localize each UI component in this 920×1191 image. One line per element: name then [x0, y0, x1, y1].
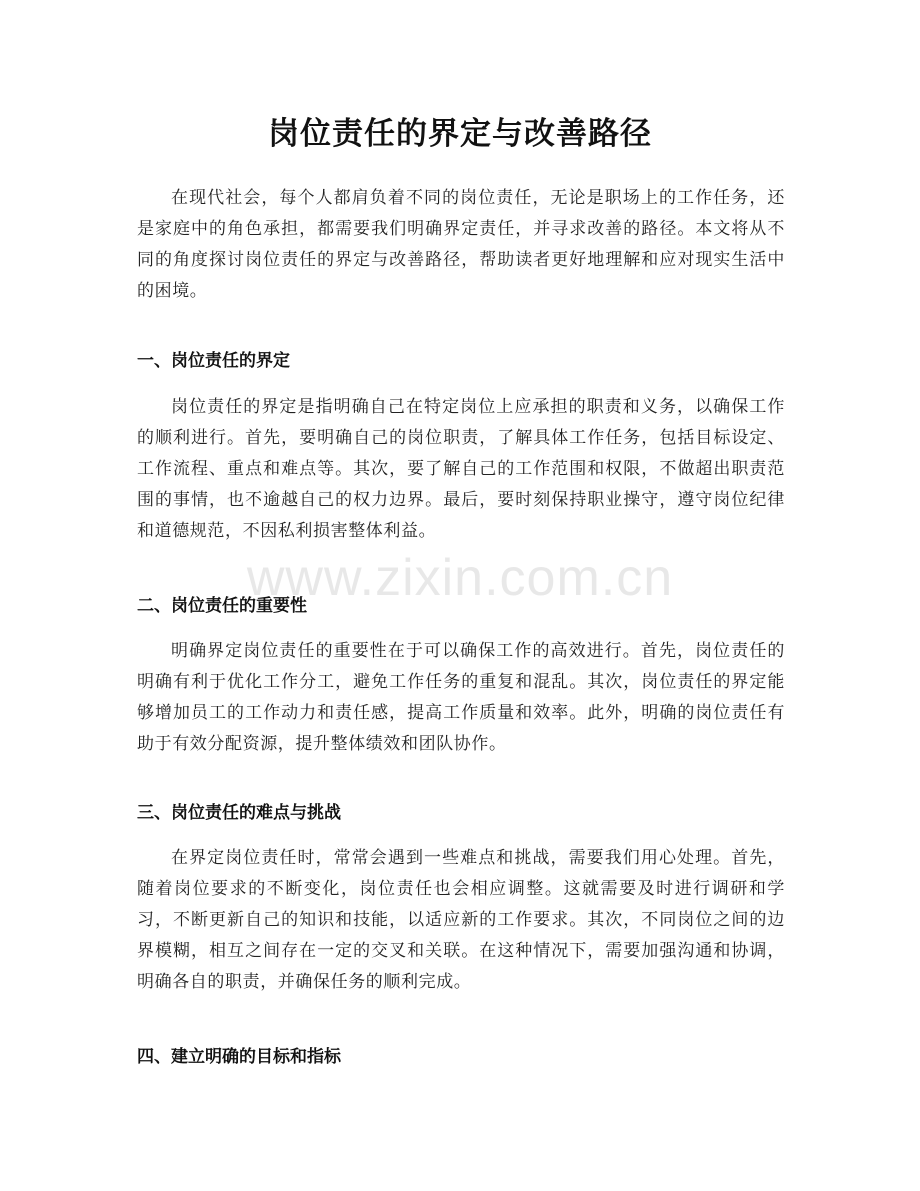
section-heading-4: 四、建立明确的目标和指标 [137, 1047, 341, 1067]
section-body-3: 在界定岗位责任时，常常会遇到一些难点和挑战，需要我们用心处理。首先，随着岗位要求的不断变化，岗位责任也会相应调整。这就需要及时进行调研和学习，不断更新自己的知识和技能，以适应新的工作要求。其次，不同岗位之间的边界模糊，相互之间存在一定的交叉和关联。在这种情况下，需要加强沟通和协调，明确各自的职责，并确保任务的顺利完成。 [137, 848, 785, 992]
watermark: www.zixin.com.cn [246, 549, 674, 607]
section-heading-3: 三、岗位责任的难点与挑战 [137, 803, 341, 823]
section-heading-1: 一、岗位责任的界定 [137, 351, 290, 371]
section-body-1: 岗位责任的界定是指明确自己在特定岗位上应承担的职责和义务，以确保工作的顺利进行。首先，要明确自己的岗位职责，了解具体工作任务，包括目标设定、工作流程、重点和难点等。其次，要了解自己的工作范围和权限，不做超出职责范围的事情，也不逾越自己的权力边界。最后，要时刻保持职业操守，遵守岗位纪律和道德规范，不因私利损害整体利益。 [137, 397, 785, 541]
section-body-2: 明确界定岗位责任的重要性在于可以确保工作的高效进行。首先，岗位责任的明确有利于优化工作分工，避免工作任务的重复和混乱。其次，岗位责任的界定能够增加员工的工作动力和责任感，提高工作质量和效率。此外，明确的岗位责任有助于有效分配资源，提升整体绩效和团队协作。 [137, 641, 785, 754]
section-heading-2: 二、岗位责任的重要性 [137, 596, 307, 616]
intro-paragraph: 在现代社会，每个人都肩负着不同的岗位责任，无论是职场上的工作任务，还是家庭中的角色承担，都需要我们明确界定责任，并寻求改善的路径。本文将从不同的角度探讨岗位责任的界定与改善路径，帮助读者更好地理解和应对现实生活中的困境。 [137, 188, 785, 301]
document-title: 岗位责任的界定与改善路径 [268, 116, 652, 152]
